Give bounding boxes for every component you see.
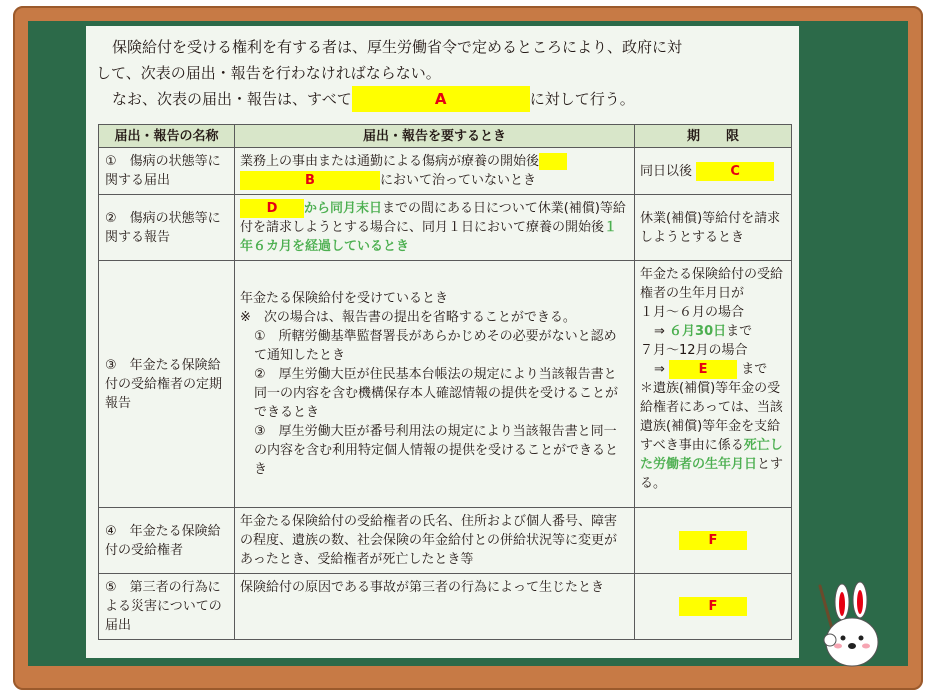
row1-when-pre: 業務上の事由または通勤による傷病が療養の開始後 — [240, 154, 540, 169]
header-name: 届出・報告の名称 — [99, 125, 235, 148]
row3-dl-line-2: １月～６月の場合 — [640, 305, 745, 320]
blank-f-2: F — [679, 597, 747, 616]
intro-text — [96, 34, 796, 112]
row3-dl-post-1: まで — [726, 324, 753, 339]
row2-when-mid: までの間にある日について休業(補償)等給付を請求しようとする場合に、同月１日において療養の開始後 — [240, 201, 626, 235]
row3-dl-line-5 — [640, 360, 786, 379]
document-paper — [86, 26, 799, 658]
row3-dl-green-2: 死亡した労働者の生年月日 — [640, 438, 783, 472]
blank-d: D — [240, 199, 304, 218]
rabbit-mascot-icon — [812, 580, 884, 670]
row4-when: 年金たる保険給付の受給権者の氏名、住所および個人番号、障害の程度、遺族の数、社会保険の年金給付との併給状況等に変更があったとき、受給権者が死亡したとき等 — [235, 508, 635, 574]
row2-deadline: 休業(補償)等給付を請求しようとするとき — [635, 195, 792, 261]
row3-dl-line-6-post: とする。 — [640, 457, 784, 491]
row3-dl-line-3 — [640, 322, 786, 341]
row2-green-2: １年６カ月を経過しているとき — [240, 220, 618, 254]
header-when: 届出・報告を要するとき — [235, 125, 635, 148]
table-header-row — [99, 125, 792, 148]
intro-line-3 — [96, 86, 796, 112]
notification-table — [98, 124, 792, 640]
row1-deadline-pre: 同日以後 — [640, 163, 693, 179]
intro-line-3-pre: なお、次表の届出・報告は、すべて — [112, 90, 352, 108]
row3-when-line-1: 年金たる保険給付を受けているとき — [240, 291, 449, 306]
row1-deadline — [635, 148, 792, 195]
row4-deadline — [635, 508, 792, 574]
row3-when-line-2: ※ 次の場合は、報告書の提出を省略することができる。 — [240, 310, 576, 325]
row3-when-line-3: ① 所轄労働基準監督署長があらかじめその必要がないと認めて通知したとき — [254, 329, 617, 363]
row1-when — [235, 148, 635, 195]
row3-dl-line-4: ７月～12月の場合 — [640, 343, 748, 358]
intro-line-1: 保険給付を受ける権利を有する者は、厚生労働省令で定めるところにより、政府に対 — [112, 38, 683, 56]
blank-b-spill — [539, 153, 567, 170]
row5-deadline — [635, 574, 792, 640]
row3-when-line-5: ③ 厚生労働大臣が番号利用法の規定により当該報告書と同一の内容を含む利用特定個人情報の提供を受けることができるとき — [254, 424, 619, 477]
row2-when — [235, 195, 635, 261]
blank-a: A — [352, 86, 530, 112]
blank-b: B — [240, 171, 380, 190]
intro-line-2: して、次表の届出・報告を行わなければならない。 — [96, 64, 441, 82]
row3-deadline — [635, 261, 792, 508]
row3-dl-post-2: まで — [741, 362, 768, 377]
row2-green-1: から同月末日 — [304, 201, 383, 216]
row3-dl-line-6 — [640, 379, 786, 493]
header-deadline: 期 限 — [635, 125, 792, 148]
row5-name: ⑤ 第三者の行為による災害についての届出 — [99, 574, 235, 640]
row4-name: ④ 年金たる保険給付の受給権者 — [99, 508, 235, 574]
row5-when: 保険給付の原因である事故が第三者の行為によって生じたとき — [235, 574, 635, 640]
row3-dl-line-6-pre: ＊遺族(補償)等年金の受給権者にあっては、当該遺族(補償)等年金を支給すべき事由に係る — [640, 381, 783, 453]
blank-f-1: F — [679, 531, 747, 550]
row3-dl-green-1: ６月30日 — [669, 324, 727, 339]
row1-when-post: において治っていないとき — [380, 173, 537, 188]
row2-name: ② 傷病の状態等に関する報告 — [99, 195, 235, 261]
row3-when — [235, 261, 635, 508]
row3-dl-line-1: 年金たる保険給付の受給権者の生年月日が — [640, 267, 784, 301]
row1-name: ① 傷病の状態等に関する届出 — [99, 148, 235, 195]
arrow-1: ⇒ — [654, 324, 665, 339]
blank-c: C — [696, 162, 774, 181]
table-row — [99, 508, 792, 574]
table-row — [99, 195, 792, 261]
row3-when-line-4: ② 厚生労働大臣が住民基本台帳法の規定により当該報告書と同一の内容を含む機構保存本人確認情報の提供を受けることができるとき — [254, 367, 619, 420]
arrow-2: ⇒ — [654, 362, 665, 377]
blank-e: E — [669, 360, 737, 379]
table-row — [99, 148, 792, 195]
table-row — [99, 574, 792, 640]
table-row — [99, 261, 792, 508]
row3-name: ③ 年金たる保険給付の受給権者の定期報告 — [99, 261, 235, 508]
intro-line-3-post: に対して行う。 — [529, 90, 635, 108]
